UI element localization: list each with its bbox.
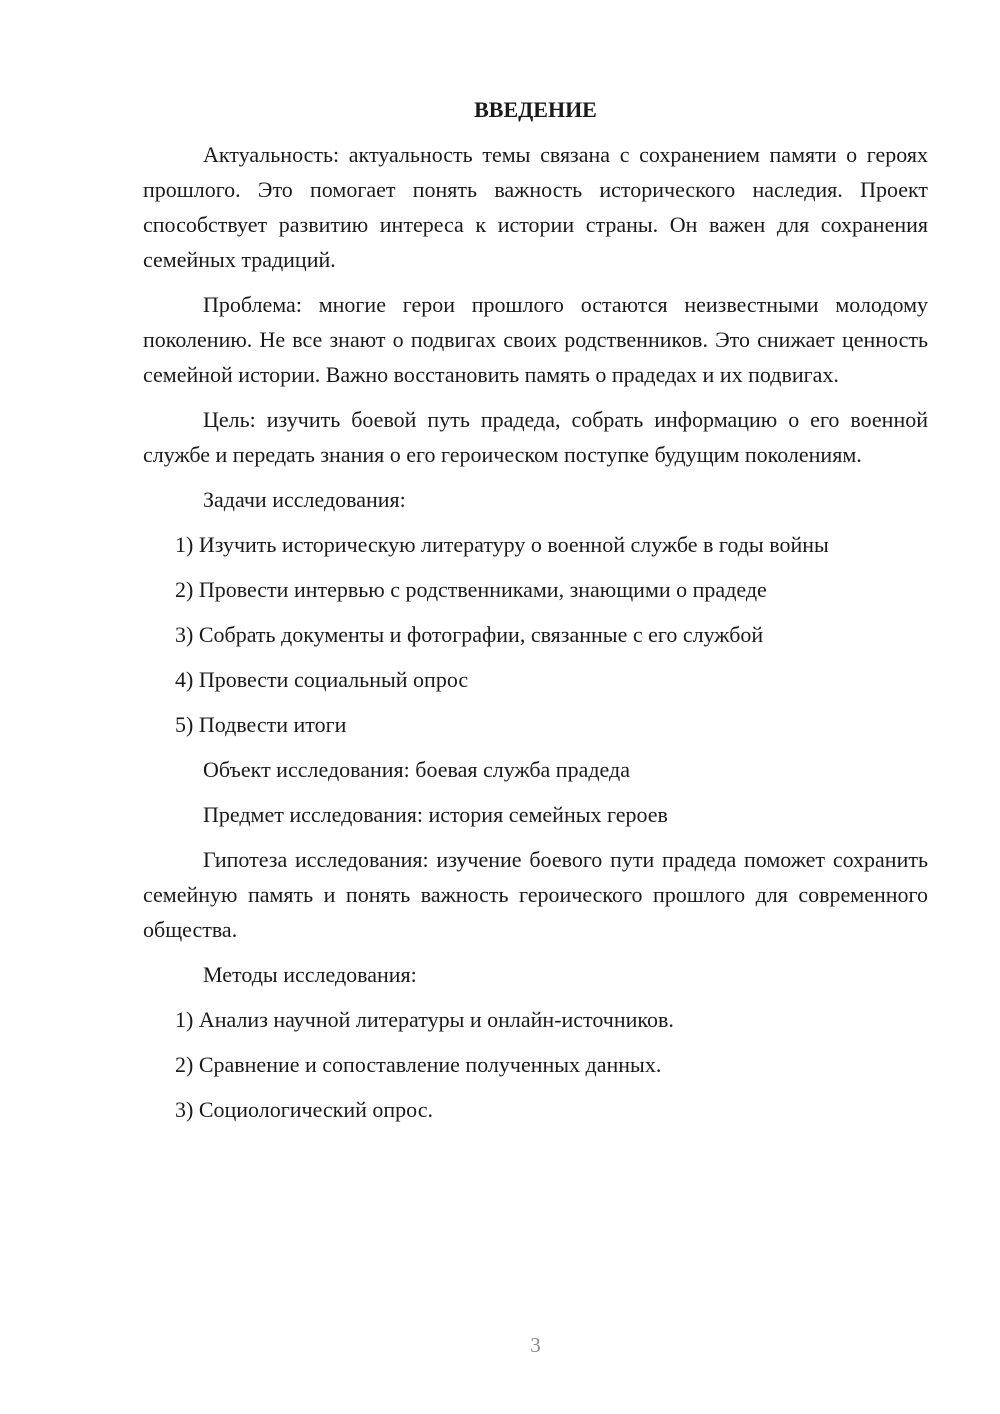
problem-paragraph: Проблема: многие герои прошлого остаются неизвестными молодому поколению. Не все знают о подвигах своих родственников. Это снижает ценность семейной истории. Важно восстановить память о прадедах и их подвигах.	[143, 292, 928, 387]
object-line: Объект исследования: боевая служба прадеда	[203, 757, 630, 782]
task-item: 1) Изучить историческую литературу о военной службе в годы войны	[175, 532, 829, 557]
tasks-title: Задачи исследования:	[203, 487, 406, 512]
task-item: 4) Провести социальный опрос	[175, 667, 469, 692]
methods-title: Методы исследования:	[203, 962, 417, 987]
task-item: 3) Собрать документы и фотографии, связанные с его службой	[175, 622, 764, 647]
hypothesis-paragraph: Гипотеза исследования: изучение боевого пути прадеда поможет сохранить семейную память и понять важность героического прошлого для современного общества.	[143, 847, 928, 942]
method-item: 1) Анализ научной литературы и онлайн-источников.	[175, 1007, 674, 1032]
relevance-paragraph: Актуальность: актуальность темы связана с сохранением памяти о героях прошлого. Это помогает понять важность исторического наследия. Проект способствует развитию интереса к истории страны. Он важен для сохранения семейных традиций.	[143, 142, 928, 272]
section-heading: ВВЕДЕНИЕ	[474, 97, 597, 122]
method-item: 3) Социологический опрос.	[175, 1097, 433, 1122]
method-item: 2) Сравнение и сопоставление полученных данных.	[175, 1052, 662, 1077]
subject-line: Предмет исследования: история семейных героев	[203, 802, 668, 827]
task-item: 2) Провести интервью с родственниками, знающими о прадеде	[175, 577, 767, 602]
page-number: 3	[530, 1333, 541, 1357]
page-content	[143, 92, 928, 1137]
task-item: 5) Подвести итоги	[175, 712, 347, 737]
goal-paragraph: Цель: изучить боевой путь прадеда, собрать информацию о его военной службе и передать знания о его героическом поступке будущим поколениям.	[143, 407, 928, 467]
